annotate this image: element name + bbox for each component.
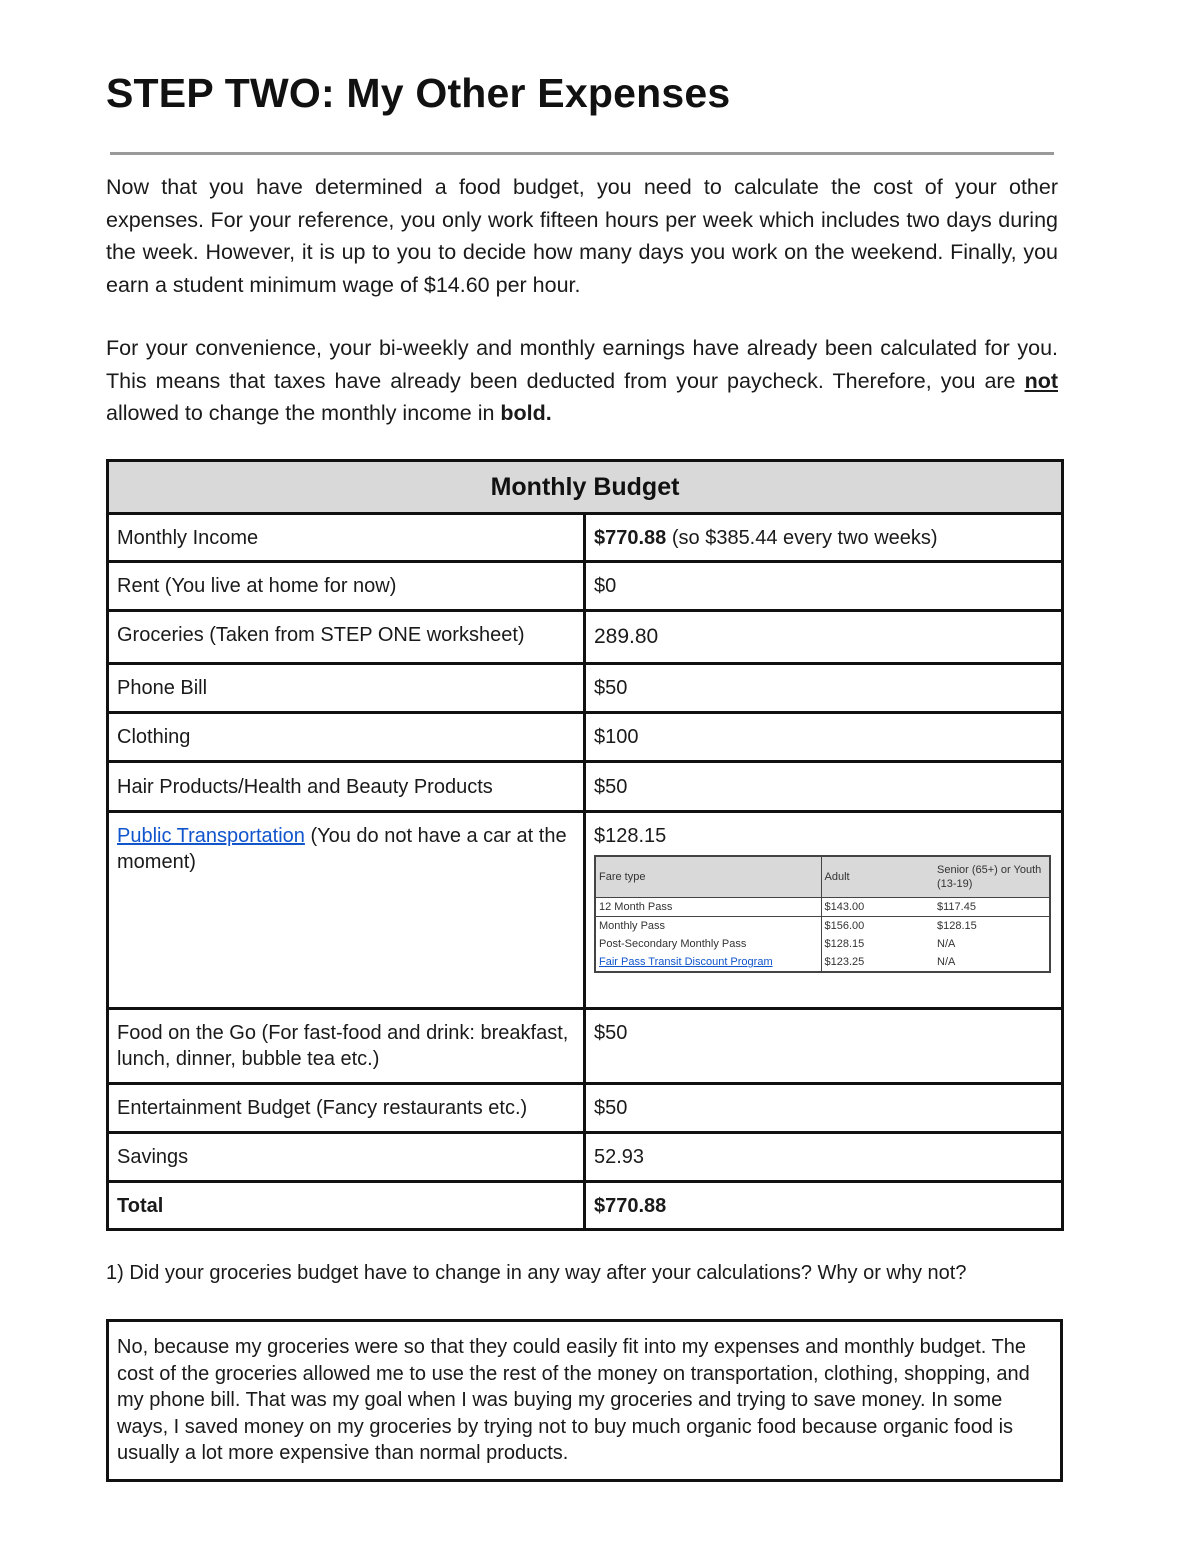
title-divider <box>110 152 1054 155</box>
public-transportation-amount: $128.15 <box>594 825 667 847</box>
question-1: 1) Did your groceries budget have to change in any way after your calculations? Why or why not? <box>106 1262 967 1284</box>
note-text-1: For your convenience, your bi-weekly and monthly earnings have already been calculated for you. This means that taxes have already been deducted from your paycheck. Therefore, you are <box>106 336 1058 393</box>
fare-type <box>595 953 821 972</box>
row-value-entertainment[interactable]: $50 <box>585 1084 1063 1133</box>
row-value-monthly-income[interactable] <box>585 514 1063 562</box>
fare-adult: $128.15 <box>821 935 934 953</box>
row-label-public-transportation <box>108 812 585 1009</box>
fare-header-senior-youth: Senior (65+) or Youth (13-19) <box>934 856 1050 898</box>
fare-senior-youth: N/A <box>937 938 956 950</box>
monthly-income-note: (so $385.44 every two weeks) <box>666 526 938 549</box>
note-bold-word: bold. <box>500 401 552 425</box>
fair-pass-link[interactable]: Fair Pass Transit Discount Program <box>599 956 773 968</box>
table-row <box>108 1009 1063 1084</box>
budget-header-row <box>108 461 1063 514</box>
table-row <box>108 611 1063 664</box>
budget-table-header: Monthly Budget <box>108 461 1063 514</box>
row-value-clothing[interactable]: $100 <box>585 713 1063 762</box>
monthly-income-amount: $770.88 <box>594 526 667 549</box>
fare-row <box>595 898 1050 917</box>
fare-adult: $123.25 <box>821 953 934 972</box>
table-row <box>108 1133 1063 1182</box>
table-row <box>108 762 1063 812</box>
fare-row <box>595 917 1050 936</box>
fare-senior-youth: $128.15 <box>937 920 977 932</box>
row-label-phone-bill: Phone Bill <box>108 664 585 713</box>
table-row <box>108 713 1063 762</box>
monthly-budget-table <box>106 459 1064 1231</box>
row-label-savings: Savings <box>108 1133 585 1182</box>
fare-senior-youth: N/A <box>937 956 956 968</box>
row-value-public-transportation[interactable] <box>585 812 1063 1009</box>
public-transportation-note: (You do not have a car at the moment) <box>117 825 567 873</box>
row-label-rent: Rent (You live at home for now) <box>108 562 585 611</box>
public-transportation-link[interactable]: Public Transportation <box>117 825 305 847</box>
table-row <box>108 812 1063 1009</box>
row-label-food-on-the-go: Food on the Go (For fast-food and drink: breakfast, lunch, dinner, bubble tea etc.) <box>108 1009 585 1084</box>
fare-senior-youth: $117.45 <box>934 898 1050 917</box>
fare-type: 12 Month Pass <box>595 898 821 917</box>
table-row <box>108 562 1063 611</box>
row-label-entertainment: Entertainment Budget (Fancy restaurants etc.) <box>108 1084 585 1133</box>
fare-type: Monthly Pass <box>599 920 666 932</box>
fare-header-adult: Adult <box>821 856 934 898</box>
answer-box[interactable]: No, because my groceries were so that they could easily fit into my expenses and monthly budget. The cost of the groceries allowed me to use the rest of the money on transportation, clothing, shopping, and my phone bill. That was my goal when I was buying my groceries and trying to save money. In some ways, I saved money on my groceries by trying not to buy much organic food because organic food is usually a lot more expensive than normal products. <box>106 1319 1063 1482</box>
row-value-food-on-the-go[interactable]: $50 <box>585 1009 1063 1084</box>
row-label-hair-products: Hair Products/Health and Beauty Products <box>108 762 585 812</box>
table-row <box>108 1084 1063 1133</box>
fare-row <box>595 935 1050 953</box>
fare-row <box>595 953 1050 972</box>
row-value-rent[interactable]: $0 <box>585 562 1063 611</box>
row-label-clothing: Clothing <box>108 713 585 762</box>
table-row <box>108 664 1063 713</box>
fare-header-row <box>595 856 1050 898</box>
intro-paragraph: Now that you have determined a food budget, you need to calculate the cost of your other expenses. For your reference, you only work fifteen hours per week which includes two days during the week. However, it is up to you to decide how many days you work on the weekend. Finally, you earn a student minimum wage of $14.60 per hour. <box>106 175 1058 297</box>
row-value-hair-products[interactable]: $50 <box>585 762 1063 812</box>
table-row <box>108 514 1063 562</box>
row-value-groceries[interactable]: 289.80 <box>585 611 1063 664</box>
row-value-savings[interactable]: 52.93 <box>585 1133 1063 1182</box>
page-title: STEP TWO: My Other Expenses <box>106 70 731 116</box>
note-emphasis-not: not <box>1024 368 1058 393</box>
row-label-groceries: Groceries (Taken from STEP ONE worksheet) <box>108 611 585 664</box>
row-value-total[interactable]: $770.88 <box>585 1182 1063 1230</box>
fare-table-image <box>594 855 1051 973</box>
fare-type: Post-Secondary Monthly Pass <box>599 938 747 950</box>
row-value-phone-bill[interactable]: $50 <box>585 664 1063 713</box>
note-text-2: allowed to change the monthly income in <box>106 401 501 425</box>
fare-adult: $156.00 <box>821 917 934 936</box>
table-row <box>108 1182 1063 1230</box>
row-label-monthly-income: Monthly Income <box>108 514 585 562</box>
note-paragraph <box>106 332 1058 430</box>
fare-adult: $143.00 <box>821 898 934 917</box>
row-label-total: Total <box>108 1182 585 1230</box>
fare-header-type: Fare type <box>595 856 821 898</box>
